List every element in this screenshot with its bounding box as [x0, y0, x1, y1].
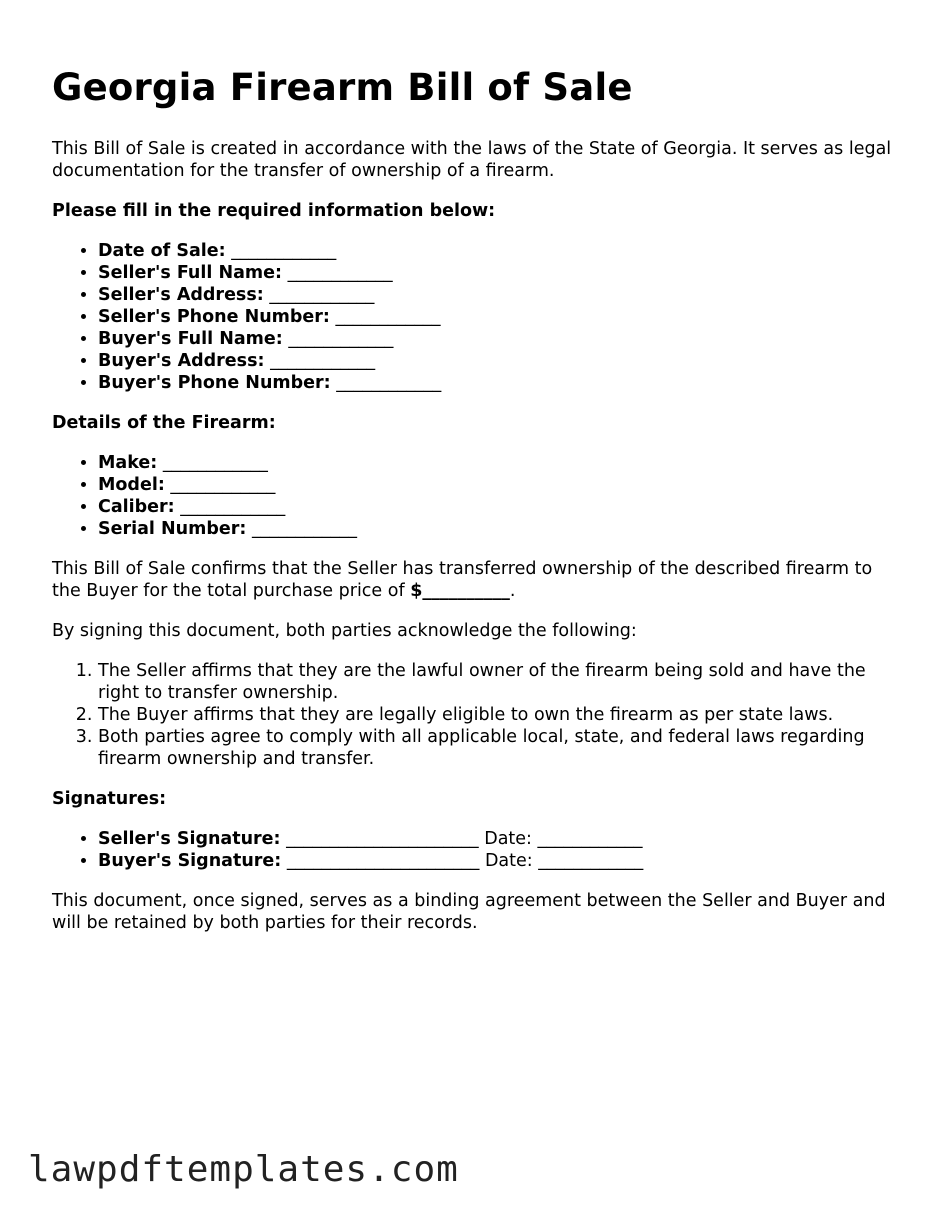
list-item	[98, 496, 892, 518]
date-blank[interactable]: ____________	[537, 829, 643, 849]
field-label: Seller's Phone Number:	[98, 307, 330, 327]
field-label: Seller's Full Name:	[98, 263, 283, 283]
list-item	[98, 372, 892, 394]
field-label: Serial Number:	[98, 519, 247, 539]
list-item	[98, 328, 892, 350]
fill-blank[interactable]: ____________	[180, 497, 286, 517]
firearm-details-heading: Details of the Firearm:	[52, 413, 276, 433]
signature-line[interactable]: ______________________	[286, 851, 480, 871]
field-label: Model:	[98, 475, 165, 495]
list-item: 3. Both parties agree to comply with all applicable local, state, and federal laws regarding firearm ownership and transfer.	[98, 726, 892, 770]
field-label: Seller's Address:	[98, 285, 264, 305]
fill-blank[interactable]: ____________	[269, 285, 375, 305]
confirmation-end: .	[509, 581, 516, 601]
signatures-heading: Signatures:	[52, 789, 167, 809]
date-blank[interactable]: ____________	[538, 851, 644, 871]
acknowledge-intro: By signing this document, both parties acknowledge the following:	[52, 621, 637, 641]
list-item: 1. The Seller affirms that they are the lawful owner of the firearm being sold and have the right to transfer ownership.	[98, 660, 892, 704]
confirmation-paragraph	[52, 558, 892, 602]
fill-blank[interactable]: ____________	[170, 475, 276, 495]
fill-blank[interactable]: ____________	[270, 351, 376, 371]
list-item	[98, 518, 892, 540]
fill-blank[interactable]: ____________	[335, 307, 441, 327]
required-fields-list	[52, 240, 892, 394]
signature-line[interactable]: ______________________	[286, 829, 479, 849]
field-label: Buyer's Full Name:	[98, 329, 283, 349]
signature-label: Buyer's Signature:	[98, 851, 282, 871]
fill-blank[interactable]: ____________	[162, 453, 268, 473]
date-label: Date:	[484, 851, 533, 871]
purchase-price-blank[interactable]: $__________	[410, 581, 510, 601]
list-item	[98, 240, 892, 262]
fill-blank[interactable]: ____________	[231, 241, 337, 261]
field-label: Date of Sale:	[98, 241, 226, 261]
list-item	[98, 284, 892, 306]
signatures-list	[52, 828, 892, 872]
list-item	[98, 850, 892, 872]
required-info-heading: Please fill in the required information below:	[52, 201, 496, 221]
list-item	[98, 474, 892, 496]
list-item: 2. The Buyer affirms that they are legally eligible to own the firearm as per state laws.	[98, 704, 892, 726]
list-item	[98, 306, 892, 328]
document-title: Georgia Firearm Bill of Sale	[52, 66, 633, 109]
field-label: Buyer's Phone Number:	[98, 373, 331, 393]
field-label: Make:	[98, 453, 158, 473]
fill-blank[interactable]: ____________	[336, 373, 442, 393]
fill-blank[interactable]: ____________	[251, 519, 357, 539]
field-label: Caliber:	[98, 497, 175, 517]
list-item	[98, 262, 892, 284]
intro-paragraph: This Bill of Sale is created in accordance with the laws of the State of Georgia. It serves as legal documentation for the transfer of ownership of a firearm.	[52, 139, 892, 181]
field-label: Buyer's Address:	[98, 351, 265, 371]
confirmation-text: This Bill of Sale confirms that the Seller has transferred ownership of the described firearm to the Buyer for the total purchase price of	[52, 559, 873, 601]
fill-blank[interactable]: ____________	[288, 329, 394, 349]
firearm-fields-list	[52, 452, 892, 540]
closing-paragraph: This document, once signed, serves as a binding agreement between the Seller and Buyer and will be retained by both parties for their records.	[52, 891, 886, 933]
signature-label: Seller's Signature:	[98, 829, 281, 849]
list-item	[98, 828, 892, 850]
fill-blank[interactable]: ____________	[287, 263, 393, 283]
acknowledgements-list	[52, 660, 892, 770]
list-item	[98, 350, 892, 372]
list-item	[98, 452, 892, 474]
date-label: Date:	[484, 829, 532, 849]
document-page	[52, 62, 892, 952]
site-watermark: lawpdftemplates.com	[28, 1149, 459, 1190]
